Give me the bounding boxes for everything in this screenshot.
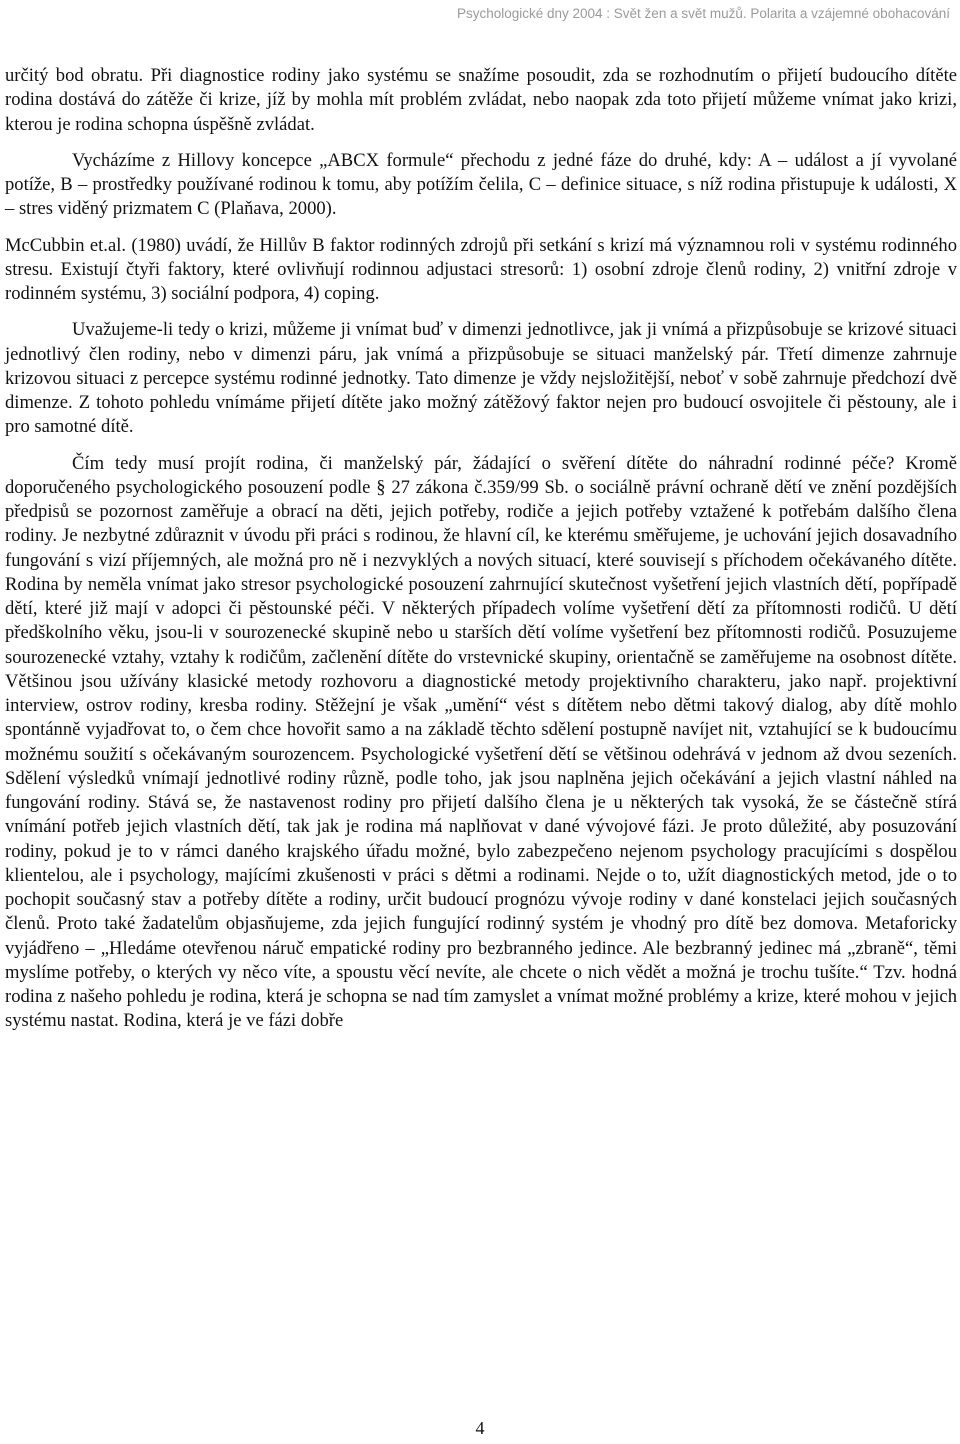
page-header (0, 0, 960, 34)
paragraph-crisis-dimensions: Uvažujeme-li tedy o krizi, můžeme ji vnímat buď v dimenzi jednotlivce, jak ji vnímá a přizpůsobuje se krizové situaci jednotlivý člen rodiny, nebo v dimenzi páru, jak vnímá a přizpůsobuje se situaci manželský pár. Třetí dimenze zahrnuje krizovou situaci z percepce systému rodinné jednotky. Tato dimenze je vždy nejsložitější, neboť v sobě zahrnuje předchozí dvě dimenze. Z tohoto pohledu vnímáme přijetí dítěte jako možný zátěžový faktor nejen pro budoucí osvojitele či pěstouny, ale i pro samotné dítě. (5, 319, 957, 438)
page-number: 4 (475, 1418, 485, 1438)
paragraph-mccubbin: McCubbin et.al. (1980) uvádí, že Hillův B faktor rodinných zdrojů při setkání s krizí má významnou roli v systému rodinného stresu. Existují čtyři faktory, které ovlivňují rodinnou adjustaci stresorů: 1) osobní zdroje členů rodiny, 2) vnitřní zdroje v rodinném systému, 3) sociální podpora, 4) coping. (5, 234, 957, 304)
document-body (5, 64, 957, 1034)
paragraph-crisis-intro: určitý bod obratu. Při diagnostice rodiny jako systému se snažíme posoudit, zda se rozhodnutím o přijetí budoucího dítěte rodina dostává do zátěže či krize, jíž by mohla mít problém zvládat, nebo naopak zda toto přijetí můžeme vnímat jako krizi, kterou je rodina schopna úspěšně zvládat. (5, 65, 957, 135)
paragraph-abcx-formula: Vycházíme z Hillovy koncepce „ABCX formule“ přechodu z jedné fáze do druhé, kdy: A – událost a jí vyvolané potíže, B – prostředky používané rodinou k tomu, aby potížím čelila, C – definice situace, s níž rodina přistupuje k události, X – stres viděný prizmatem C (Plaňava, 2000). (5, 149, 957, 220)
running-header-title: Psychologické dny 2004 : Svět žen a svět mužů. Polarita a vzájemné obohacování (456, 6, 950, 21)
paragraph-family-assessment: Čím tedy musí projít rodina, či manželský pár, žádající o svěření dítěte do náhradní rodinné péče? Kromě doporučeného psychologického posouzení podle § 27 zákona č.359/99 Sb. o sociálně právní ochraně dětí ve znění pozdějších předpisů se pozornost zaměřuje a obrací na děti, jejich potřeby, rodiče a jejich potřeby vztažené k potřebám dalšího člena rodiny. Je nezbytné zdůraznit v úvodu při práci s rodinou, že hlavní cíl, ke kterému směřujeme, je uchování jejich dosavadního fungování s vizí příjemných, ale možná pro ně i nezvyklých a nových situací, které souvisejí s příchodem očekávaného dítěte. Rodina by neměla vnímat jako stresor psychologické posouzení zahrnující skutečnost vyšetření jejich vlastních dětí, popřípadě dětí, které již mají v adopci či pěstounské péči. V některých případech volíme vyšetření dětí za přítomnosti rodičů. U dětí předškolního věku, jsou-li v sourozenecké skupině nebo u starších dětí volíme vyšetření bez přítomnosti rodičů. Posuzujeme sourozenecké vztahy, vztahy k rodičům, začlenění dítěte do vrstevnické skupiny, orientačně se zaměřujeme na osobnost dítěte. Většinou jsou užívány klasické metody rozhovoru a diagnostické metody projektivního charakteru, jako např. projektivní interview, ostrov rodiny, kresba rodiny. Stěžejní je však „umění“ vést s dítětem nebo dětmi takový dialog, aby dítě mohlo spontánně vyjadřovat to, o čem chce hovořit samo a na základě těchto sdělení postupně navíjet nit, vztahující se k budoucímu možnému soužití s očekávaným sourozencem. Psychologické vyšetření dětí se většinou odehrává v jednom až dvou sezeních. Sdělení výsledků vnímají jednotlivé rodiny různě, podle toho, jak jsou naplněna jejich očekávání a jejich vlastní náhled na fungování rodiny. Stává se, že nastavenost rodiny pro přijetí dalšího člena je u některých tak vysoká, že se částečně stírá vnímání potřeb jejich vlastních dětí, tak jak je rodina má naplňovat v dané vývojové fázi. Je proto důležité, aby posuzování rodiny, pokud je to v rámci daného krajského úřadu možné, bylo zabezpečeno nejenom psychology pracujícími s dospělou klientelou, ale i psychology, majícími zkušenosti v práci s dětmi a rodinami. Nejde o to, užít diagnostických metod, jde o to pochopit současný stav a potřeby dítěte a rodiny, určit budoucí prognózu vývoje rodiny v dané konstelaci jejich současných členů. Proto také žadatelům objasňujeme, zda jejich fungující rodinný systém je vhodný pro dítě bez domova. Metaforicky vyjádřeno – „Hledáme otevřenou náruč empatické rodiny pro bezbranného jedince. Ale bezbranný jedinec má „zbraně“, těmi myslíme potřeby, o kterých vy něco víte, a spoustu věcí nevíte, ale chcete o nich vědět a možná je trochu tušíte.“ Tzv. hodná rodina z našeho pohledu je rodina, která je schopna se nad tím zamyslet a vnímat možné problémy a krize, které mohou v jejich systému nastat. Rodina, která je ve fázi dobře (5, 452, 957, 1032)
